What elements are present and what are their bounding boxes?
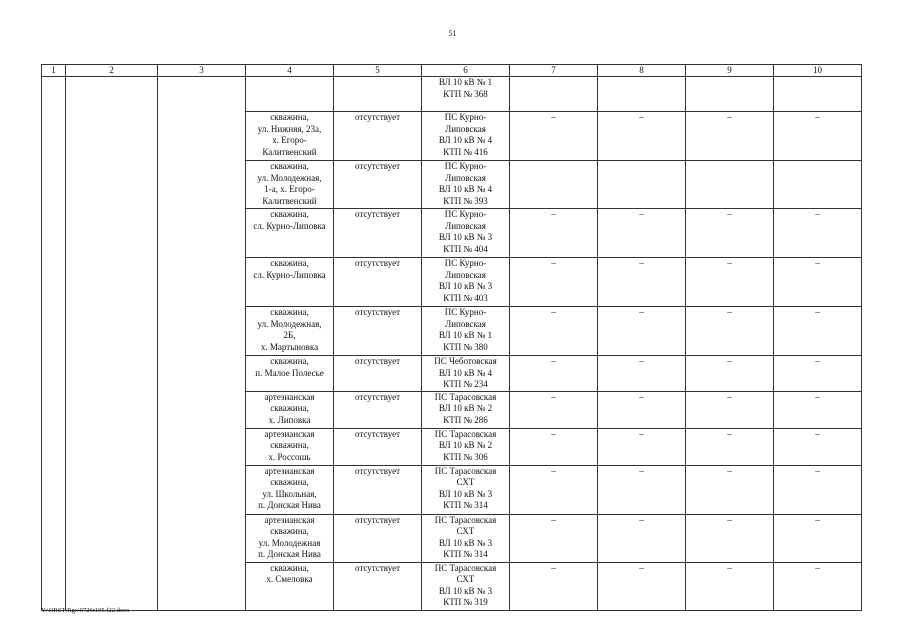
object-cell (246, 161, 334, 209)
dash-cell: – (510, 258, 598, 307)
communication-cell (334, 77, 422, 112)
dash-cell: – (774, 428, 862, 465)
object-cell-line: п. Донская Нива (258, 500, 321, 510)
object-cell-line: х. Смеловка (266, 574, 313, 584)
dash-cell (774, 161, 862, 209)
dash-cell: – (686, 307, 774, 356)
power-source-cell-line: КТП № 306 (443, 451, 488, 462)
dash-cell: – (774, 514, 862, 562)
power-source-cell-line: СХТ (456, 526, 475, 536)
power-source-cell-line: КТП № 393 (443, 195, 488, 206)
power-source-cell-line: СХТ (456, 574, 475, 584)
object-cell-line: ул. Молодежная (258, 537, 321, 548)
power-source-cell-line: КТП № 319 (443, 597, 488, 607)
communication-cell: отсутствует (334, 391, 422, 428)
object-cell (246, 391, 334, 428)
power-source-cell-line: КТП № 286 (443, 414, 488, 425)
power-source-cell (422, 258, 510, 307)
dash-cell: – (598, 307, 686, 356)
object-cell (246, 209, 334, 258)
power-source-cell-line: СХТ (456, 477, 475, 487)
power-source-cell-line: ВЛ 10 кВ № 3 (438, 585, 493, 596)
communication-cell: отсутствует (334, 307, 422, 356)
dash-cell: – (598, 428, 686, 465)
power-source-cell (422, 307, 510, 356)
dash-cell: – (774, 356, 862, 392)
dash-cell: – (510, 514, 598, 562)
object-cell-line: ул. Нижняя, 23а, (257, 123, 322, 134)
object-cell (246, 112, 334, 161)
table-body (42, 77, 862, 611)
dash-cell: – (686, 112, 774, 161)
dash-cell: – (774, 258, 862, 307)
object-cell-line: Калитвенский (262, 195, 317, 206)
power-source-cell-line: ВЛ 10 кВ № 2 (438, 440, 493, 450)
dash-cell: – (598, 514, 686, 562)
power-source-cell-line: КТП № 403 (443, 292, 488, 303)
dash-cell: – (598, 562, 686, 610)
power-source-cell (422, 465, 510, 514)
object-cell (246, 307, 334, 356)
dash-cell: – (686, 391, 774, 428)
power-source-cell-line: Липовская (445, 172, 486, 183)
dash-cell (686, 161, 774, 209)
object-cell-line: сл. Курно-Липовка (253, 220, 326, 231)
communication-cell: отсутствует (334, 161, 422, 209)
column-header: 6 (422, 65, 510, 77)
object-cell-line: скважина, (270, 161, 309, 171)
power-source-cell (422, 77, 510, 112)
communication-cell: отсутствует (334, 356, 422, 392)
power-source-cell (422, 112, 510, 161)
dash-cell: – (598, 391, 686, 428)
object-cell-line: скважина, (270, 526, 309, 536)
dash-cell: – (510, 391, 598, 428)
object-cell-line: скважина, (270, 440, 309, 450)
power-source-cell-line: ВЛ 10 кВ № 4 (438, 367, 493, 378)
power-source-cell-line: ВЛ 10 кВ № 1 (438, 330, 493, 340)
object-cell (246, 562, 334, 610)
power-source-cell-line: ПС Тарасовская (434, 514, 497, 525)
power-source-cell-line: Липовская (445, 269, 486, 280)
footer-file-path: Y:\ORST\Rgo\0726r195.f22.docx (41, 607, 130, 614)
dash-cell: – (510, 307, 598, 356)
merged-cell-3 (158, 77, 246, 611)
power-source-cell-line: ВЛ 10 кВ № 2 (438, 403, 493, 413)
object-cell-line: артезианская (264, 465, 315, 476)
dash-cell: – (510, 112, 598, 161)
object-cell (246, 356, 334, 392)
dash-cell: – (510, 428, 598, 465)
dash-cell: – (598, 356, 686, 392)
object-cell-line: п. Донская Нива (258, 549, 321, 559)
power-source-cell-line: КТП № 234 (443, 379, 488, 389)
power-source-cell-line: ВЛ 10 кВ № 3 (438, 537, 493, 548)
dash-cell: – (686, 465, 774, 514)
dash-cell: – (686, 562, 774, 610)
power-source-cell-line: ВЛ 10 кВ № 3 (438, 488, 493, 499)
communication-cell: отсутствует (334, 112, 422, 161)
object-cell (246, 514, 334, 562)
column-header: 9 (686, 65, 774, 77)
power-source-cell-line: КТП № 368 (443, 88, 488, 99)
power-source-cell-line: ПС Тарасовская (434, 391, 497, 402)
object-cell-line: артезианская (264, 428, 315, 439)
dash-cell: – (774, 209, 862, 258)
dash-cell: – (686, 356, 774, 392)
object-cell-line: х. Липовка (268, 414, 311, 425)
page-number: 51 (448, 29, 457, 38)
merged-cell-1 (42, 77, 66, 611)
power-source-cell-line: КТП № 404 (443, 243, 488, 254)
column-header: 2 (66, 65, 158, 77)
dash-cell: – (510, 465, 598, 514)
dash-cell: – (774, 112, 862, 161)
dash-cell: – (774, 465, 862, 514)
power-source-cell (422, 356, 510, 392)
object-cell (246, 258, 334, 307)
power-source-cell-line: ВЛ 10 кВ № 3 (438, 281, 493, 291)
object-cell-line: ул. Школьная, (262, 488, 317, 499)
object-cell-line: скважина, (270, 307, 309, 317)
dash-cell: – (598, 258, 686, 307)
object-cell-line: артезианская (264, 391, 315, 402)
document-table (41, 64, 862, 611)
power-source-cell (422, 391, 510, 428)
dash-cell: – (774, 391, 862, 428)
column-header: 1 (42, 65, 66, 77)
object-cell-line: скважина, (270, 562, 309, 573)
power-source-cell (422, 514, 510, 562)
power-source-cell-line: ПС Курно- (444, 307, 487, 317)
dash-cell (686, 77, 774, 112)
merged-cell-2 (66, 77, 158, 611)
dash-cell: – (510, 356, 598, 392)
dash-cell (510, 77, 598, 112)
communication-cell: отсутствует (334, 428, 422, 465)
object-cell-line: х. Россошь (268, 451, 311, 462)
object-cell (246, 428, 334, 465)
power-source-cell (422, 161, 510, 209)
object-cell (246, 77, 334, 112)
power-source-cell-line: Липовская (445, 220, 486, 231)
power-source-cell (422, 428, 510, 465)
power-source-cell-line: ВЛ 10 кВ № 1 (438, 77, 493, 87)
dash-cell (774, 77, 862, 112)
dash-cell: – (774, 307, 862, 356)
object-cell-line: п. Малое Полесье (255, 367, 324, 378)
dash-cell: – (686, 514, 774, 562)
object-cell-line: скважина, (270, 209, 309, 219)
dash-cell (598, 161, 686, 209)
communication-cell: отсутствует (334, 209, 422, 258)
power-source-cell-line: Липовская (445, 123, 486, 134)
column-header: 5 (334, 65, 422, 77)
power-source-cell (422, 562, 510, 610)
power-source-cell-line: ПС Чеботовская (434, 356, 497, 366)
dash-cell: – (686, 258, 774, 307)
object-cell-line: скважина, (270, 477, 309, 487)
dash-cell (510, 161, 598, 209)
object-cell-line: ул. Молодежная, (257, 172, 322, 183)
power-source-cell-line: ПС Курно- (444, 161, 487, 171)
object-cell-line: артезианская (264, 514, 315, 525)
object-cell (246, 465, 334, 514)
power-source-cell-line: ПС Курно- (444, 258, 487, 268)
power-source-cell-line: ПС Курно- (444, 209, 487, 219)
power-source-cell-line: КТП № 314 (443, 549, 488, 559)
power-source-cell-line: ВЛ 10 кВ № 4 (438, 184, 493, 194)
dash-cell: – (686, 428, 774, 465)
column-header: 3 (158, 65, 246, 77)
object-cell-line: скважина, (270, 258, 309, 268)
column-header: 10 (774, 65, 862, 77)
power-source-cell-line: КТП № 314 (443, 500, 488, 510)
dash-cell: – (510, 209, 598, 258)
power-source-cell-line: ПС Тарасовская (434, 465, 497, 476)
power-source-cell-line: КТП № 416 (443, 146, 488, 157)
communication-cell: отсутствует (334, 562, 422, 610)
communication-cell: отсутствует (334, 514, 422, 562)
power-source-cell-line: ВЛ 10 кВ № 3 (438, 232, 493, 242)
communication-cell: отсутствует (334, 465, 422, 514)
object-cell-line: Калитвенский (262, 146, 317, 157)
power-source-cell-line: Липовская (445, 318, 486, 329)
column-header: 7 (510, 65, 598, 77)
object-cell-line: скважина, (270, 403, 309, 413)
column-header: 8 (598, 65, 686, 77)
dash-cell: – (686, 209, 774, 258)
power-source-cell-line: КТП № 380 (443, 341, 488, 352)
dash-cell: – (598, 209, 686, 258)
object-cell-line: 2Б, (283, 330, 296, 340)
power-source-cell-line: ПС Курно- (444, 112, 487, 122)
dash-cell (598, 77, 686, 112)
power-source-cell-line: ПС Тарасовская (434, 562, 497, 573)
dash-cell: – (510, 562, 598, 610)
object-cell-line: ул. Молодежная, (257, 318, 322, 329)
power-source-cell-line: ВЛ 10 кВ № 4 (438, 135, 493, 145)
object-cell-line: сл. Курно-Липовка (253, 269, 326, 280)
column-header: 4 (246, 65, 334, 77)
table-row (42, 77, 862, 112)
dash-cell: – (774, 562, 862, 610)
table-header-row (42, 65, 862, 77)
object-cell-line: х. Егоро- (272, 135, 307, 145)
object-cell-line: 1-а, х. Егоро- (264, 184, 315, 194)
dash-cell: – (598, 112, 686, 161)
communication-cell: отсутствует (334, 258, 422, 307)
object-cell-line: скважина, (270, 356, 309, 366)
object-cell-line: х. Мартыновка (260, 341, 319, 352)
power-source-cell (422, 209, 510, 258)
object-cell-line: скважина, (270, 112, 309, 122)
power-source-cell-line: ПС Тарасовская (434, 428, 497, 439)
dash-cell: – (598, 465, 686, 514)
